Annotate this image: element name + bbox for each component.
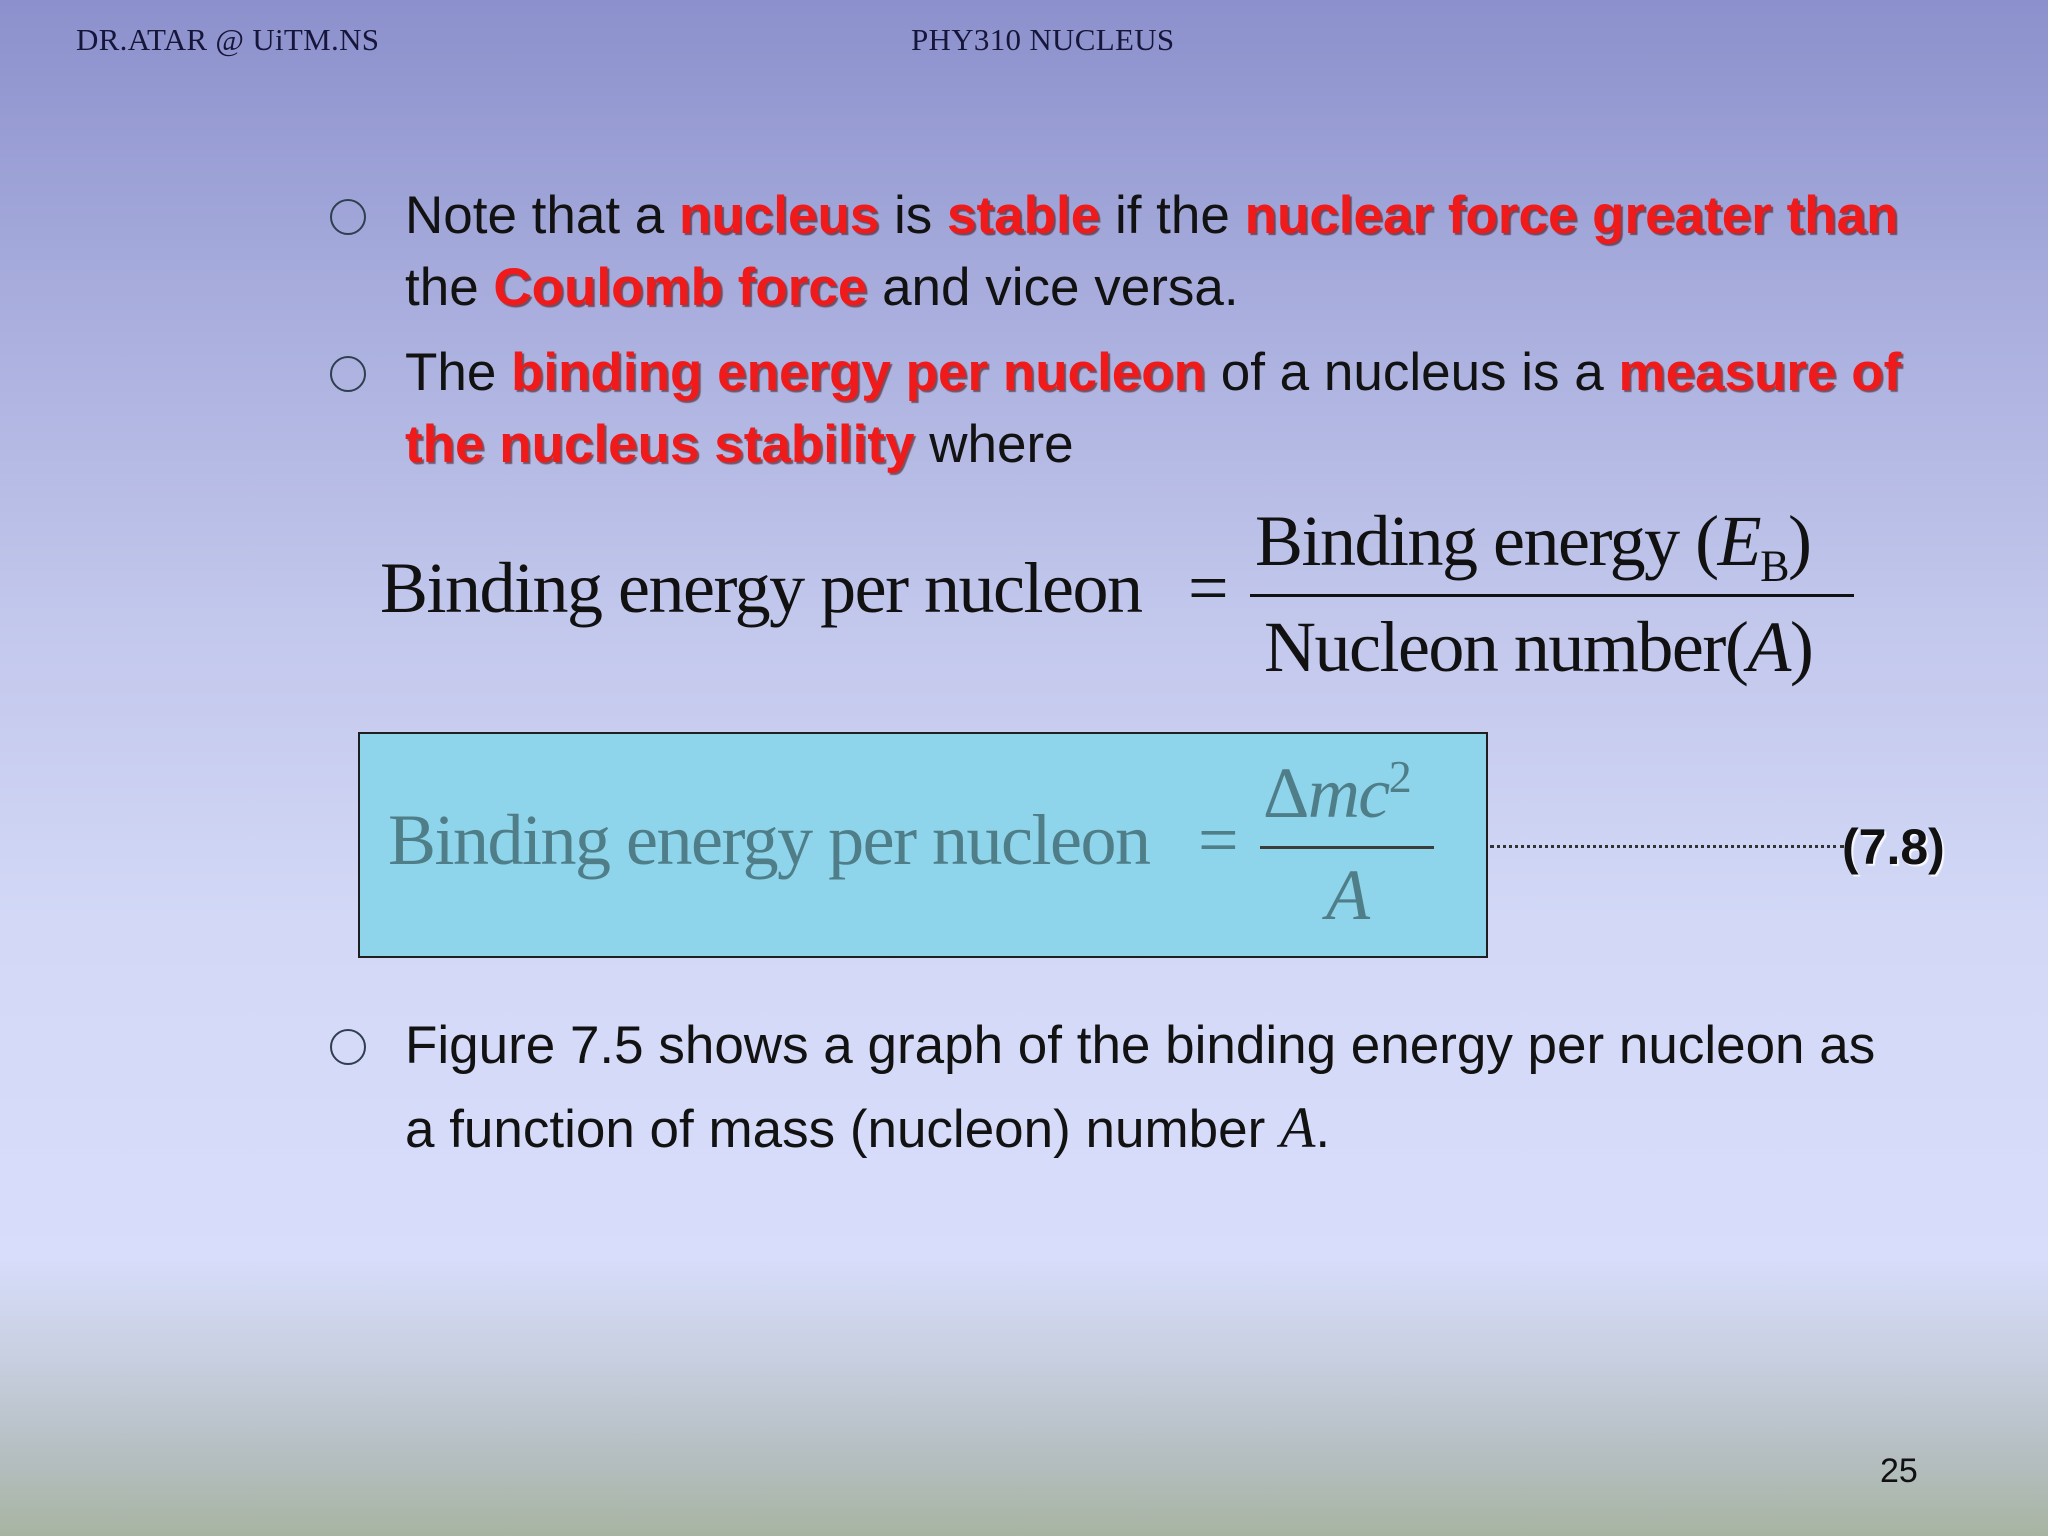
bullet-binding-energy-line-1 [405, 337, 1901, 409]
denominator-text: Nucleon number [1264, 607, 1725, 687]
math-symbol-a: A [1279, 1095, 1316, 1160]
bullet-stability-line-1 [405, 180, 1898, 252]
delta-symbol: Δ [1263, 753, 1308, 833]
text-segment: and vice versa. [867, 258, 1239, 317]
text-segment: The [405, 343, 512, 402]
equation-1-numerator: Binding energy $(E_B)$ [1255, 501, 1811, 591]
highlight-binding-energy-per-nucleon: binding energy per nucleon [511, 343, 1207, 402]
numerator-symbol: E [1717, 501, 1761, 581]
text-segment: is [879, 186, 948, 245]
bullet-stability-line-2 [405, 252, 1898, 324]
equation-2-lhs: Binding energy per nucleon [388, 800, 1150, 880]
text-segment: . [1315, 1100, 1331, 1159]
slide-page-number: 25 [1880, 1452, 1918, 1490]
text-segment: the [405, 258, 494, 317]
text-segment: of a nucleus is a [1206, 343, 1619, 402]
equation-2-numerator [1263, 750, 1410, 835]
highlight-measure-of: measure of [1618, 343, 1902, 402]
formula-box [358, 732, 1488, 958]
equation-1-denominator: Nucleon number(A) [1264, 607, 1813, 687]
hollow-circle-bullet-icon [330, 1029, 366, 1065]
text-segment: if the [1100, 186, 1245, 245]
bullet-figure-line-2 [405, 1087, 1875, 1171]
highlight-nucleus: nucleus [679, 186, 880, 245]
equation-2-fraction-bar [1260, 846, 1434, 849]
numerator-power: 2 [1388, 751, 1411, 802]
equation-1-fraction-bar [1250, 594, 1854, 597]
bullet-figure-line-1: Figure 7.5 shows a graph of the binding energy per nucleon as [405, 1016, 1876, 1075]
hollow-circle-bullet-icon [330, 356, 366, 392]
highlight-nuclear-force: nuclear force greater than [1244, 186, 1899, 245]
equation-number-leader [1490, 845, 1844, 848]
text-segment: Note that a [405, 186, 680, 245]
header-course: PHY310 NUCLEUS [911, 22, 1175, 57]
numerator-symbol: mc [1307, 753, 1389, 833]
bullet-binding-energy-line-2 [405, 409, 1901, 481]
highlight-coulomb-force: Coulomb force [493, 258, 868, 317]
numerator-text: Binding energy [1255, 501, 1679, 581]
text-segment: a function of mass (nucleon) number [405, 1100, 1280, 1159]
equation-number: (7.8) [1842, 819, 1945, 875]
equation-2-equals: = [1198, 800, 1238, 880]
denominator-symbol: A [1747, 607, 1790, 687]
highlight-stable: stable [947, 186, 1101, 245]
numerator-subscript: B [1760, 541, 1788, 591]
equation-2-denominator: A [1326, 855, 1369, 935]
equation-1-lhs: Binding energy per nucleon [380, 548, 1142, 628]
highlight-nucleus-stability: the nucleus stability [405, 415, 915, 474]
header-author: DR.ATAR @ UiTM.NS [76, 22, 380, 57]
text-segment: where [914, 415, 1074, 474]
hollow-circle-bullet-icon [330, 199, 366, 235]
equation-1-equals: = [1188, 548, 1228, 628]
